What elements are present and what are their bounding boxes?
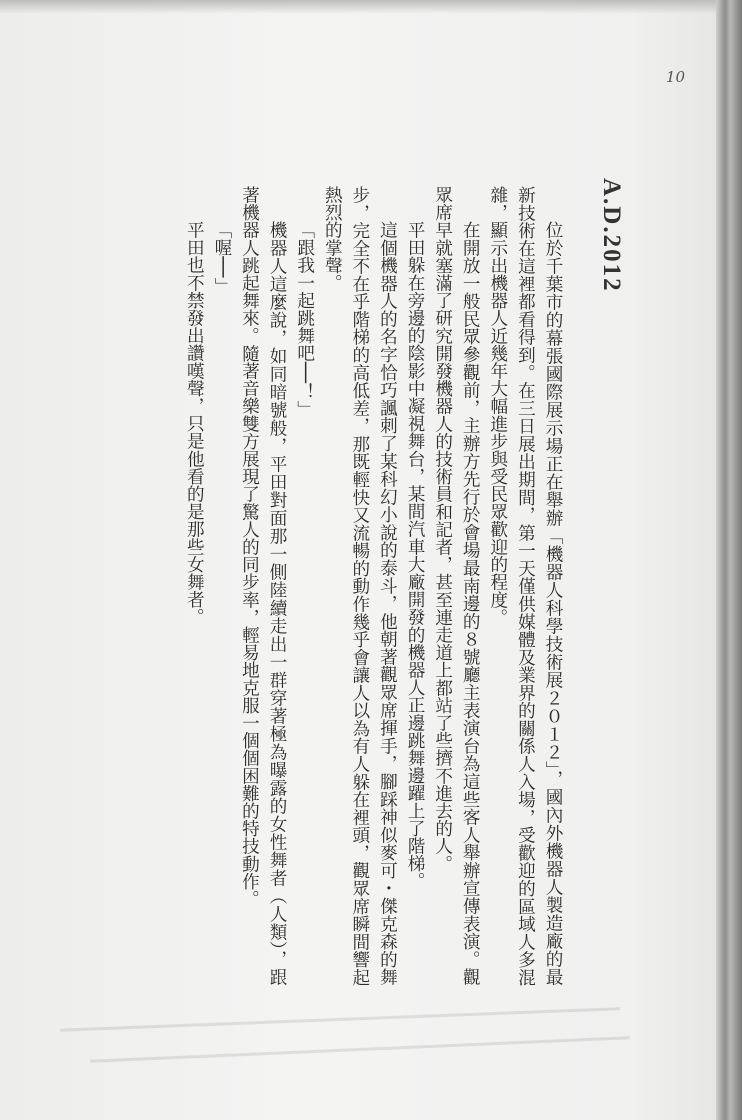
page-number: 10 [665, 68, 685, 86]
body-text [180, 186, 566, 986]
paragraph: 機器人這麼說，如同暗號般，平田對面那一側陸續走出一群穿著極為曝露的女性舞者（人類），跟著機器人跳起舞來。隨著音樂雙方展現了驚人的同步率，輕易地克服一個個困難的特技動作。 [239, 186, 288, 986]
paragraph: 平田躲在旁邊的陰影中凝視舞台，某間汽車大廠開發的機器人正邊跳舞邊躍上了階梯。 [405, 221, 426, 890]
paragraph: 這個機器人的名字恰巧諷刺了某科幻小說的泰斗，他朝著觀眾席揮手，腳踩神似麥可・傑克森的舞步，完全不在乎階梯的高低差，那既輕快又流暢的動作幾乎會讓人以為有人躲在裡頭，觀眾席瞬間響起熱烈的掌聲。 [322, 186, 398, 986]
paragraph: 平田也不禁發出讚嘆聲，只是他看的是那些女舞者。 [184, 221, 205, 626]
dialogue-line: 「跟我一起跳舞吧──！」 [294, 221, 315, 419]
show-through-line [90, 1036, 630, 1063]
page-top-shadow [0, 0, 742, 14]
chapter-title: A.D.2012 [598, 178, 625, 293]
paragraph: 位於千葉市的幕張國際展示場正在舉辦「機器人科學技術展２０１２」，國內外機器人製造廠的最新技術在這裡都看得到。在三日展出期間，第一天僅供媒體及業界的關係人入場，受歡迎的區域人多混雜，顯示出機器人近幾年大幅進步與受民眾歡迎的程度。 [487, 186, 563, 986]
show-through-line [60, 1007, 620, 1031]
paragraph: 在開放一般民眾參觀前，主辦方先行於會場最南邊的８號廳主表演台為這些客人舉辦宣傳表演。觀眾席早就塞滿了研究開發機器人的技術員和記者，甚至連走道上都站了些擠不進去的人。 [432, 186, 481, 986]
page-edge [716, 0, 742, 1120]
dialogue-line: 「喔──」 [211, 221, 232, 296]
